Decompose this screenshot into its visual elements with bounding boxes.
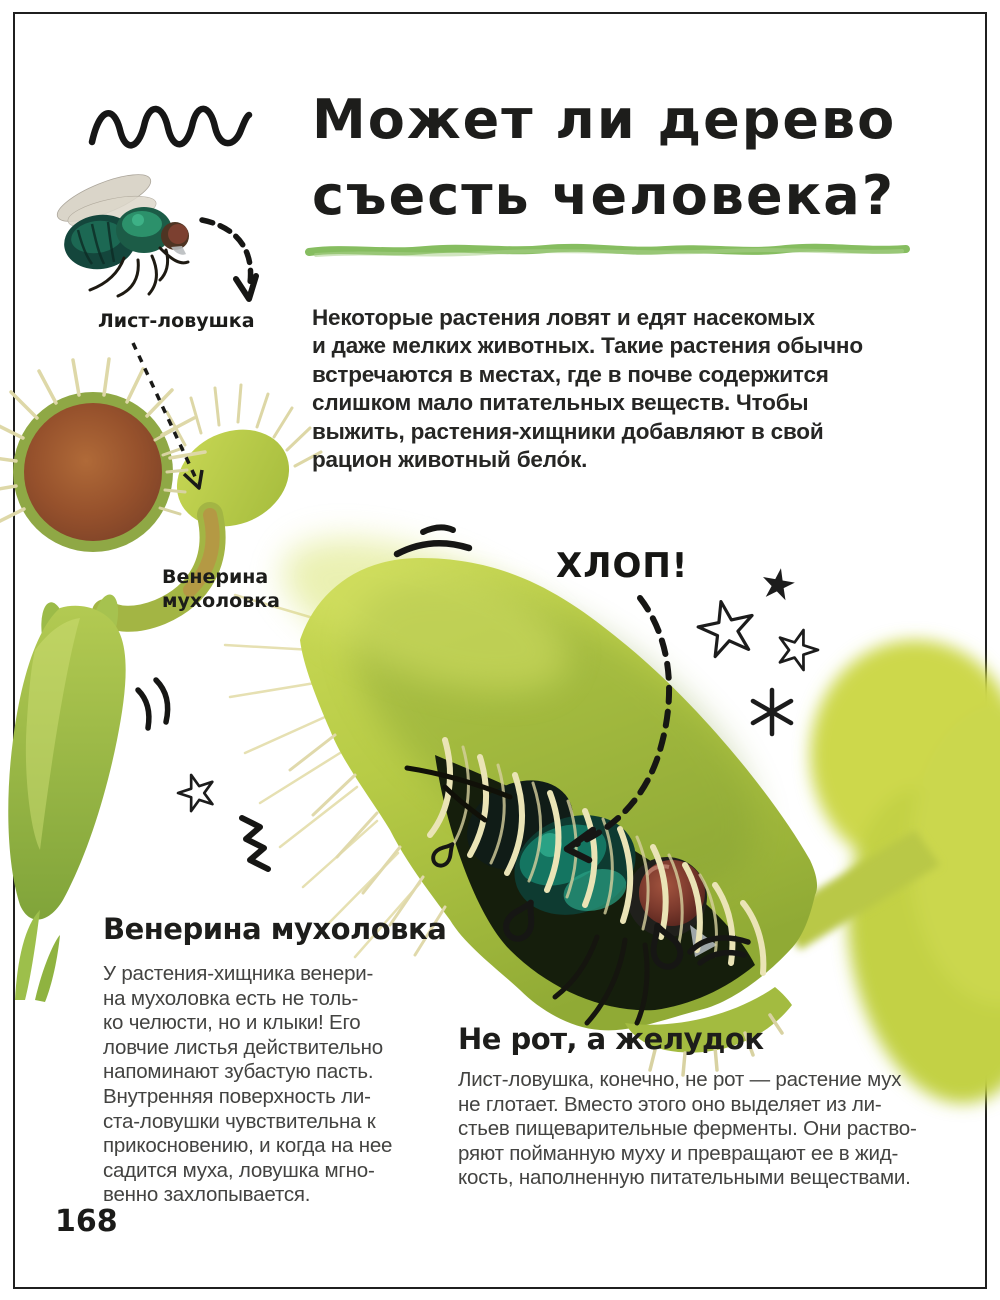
green-underline [306, 238, 910, 262]
motion-lines-doodle [132, 678, 182, 733]
stomach-section-paragraph [458, 1068, 948, 1191]
outline-star-large [694, 596, 759, 659]
text-line: не глотает. Вместо этого оно выделяет из ли- [458, 1092, 882, 1116]
stomach-section-heading [458, 1022, 764, 1056]
page-number-text: 168 [55, 1204, 118, 1239]
stars-doodle-cluster [685, 555, 825, 740]
heading-text: Не рот, а желудок [458, 1022, 764, 1056]
filled-star [760, 565, 797, 601]
leaf-trap-label [98, 310, 255, 332]
text-line: напоминают зубастую пасть. [103, 1060, 374, 1084]
page-title [312, 82, 952, 234]
asterisk-star [753, 690, 791, 734]
text-line: слишком мало питательных веществ. Чтобы [312, 390, 809, 416]
text-line: и даже мелких животных. Такие растения обычно [312, 333, 863, 359]
squiggle-doodle [88, 100, 253, 162]
text-line: венно захлопывается. [103, 1183, 311, 1207]
text-line: Некоторые растения ловят и едят насекомых [312, 305, 815, 330]
snap-sound-label [556, 546, 688, 586]
zigzag-doodle [238, 812, 288, 872]
sweat-drop-doodle [425, 835, 461, 875]
motion-lines-doodle [688, 928, 753, 966]
text-line: ста-ловушки чувствительна к [103, 1109, 376, 1133]
text-line: кость, наполненную питательными веществами. [458, 1166, 911, 1190]
label-pointer-line [128, 338, 213, 498]
page-title-line1: Может ли дерево [312, 88, 897, 151]
sweat-drop-doodle [502, 898, 540, 944]
page-title-line2: съесть человека? [312, 164, 896, 227]
flytrap-section-heading [103, 912, 446, 946]
text-line: ловчие листья действительно [103, 1035, 383, 1059]
flytrap-photo-label [162, 565, 280, 613]
snap-dashed-arrow [545, 592, 685, 862]
outline-star-small [773, 624, 823, 672]
fly-eye [168, 224, 188, 244]
motion-lines-doodle [393, 522, 473, 567]
flytrap-section-paragraph [103, 962, 423, 1208]
text-line: садится муха, ловушка мгно- [103, 1158, 375, 1182]
text-line: Лист-ловушка, конечно, не рот — растение мух [458, 1068, 902, 1091]
text-line: на мухоловка есть не толь- [103, 986, 359, 1010]
text-line: рацион животный бело́к. [312, 447, 588, 473]
page-number [55, 1204, 118, 1239]
text-line: Внутренняя поверхность ли- [103, 1084, 371, 1108]
text-line: стьев пищеварительные ферменты. Они раство- [458, 1117, 917, 1141]
text-line: ко челюсти, но и клыки! Его [103, 1011, 361, 1035]
fly-dashed-arrow [192, 215, 267, 315]
snap-text: ХЛОП! [556, 546, 689, 586]
text-line: ряют пойманную муху и превращают ее в жид- [458, 1141, 899, 1165]
flytrap-label-line1: Венерина [162, 566, 269, 588]
flytrap-label-line2: мухоловка [162, 590, 280, 612]
text-line: У растения-хищника венери- [103, 962, 374, 985]
intro-paragraph [312, 304, 932, 474]
text-line: выжить, растения-хищники добавляют в свой [312, 418, 824, 444]
outline-star-left [175, 772, 220, 817]
text-line: прикосновению, и когда на нее [103, 1134, 393, 1158]
leaf-trap-label-text: Лист-ловушка [98, 310, 255, 332]
fly-photo [52, 162, 207, 307]
sweat-drop-doodle [645, 922, 685, 972]
heading-text: Венерина мухоловка [103, 912, 447, 946]
text-line: встречаются в местах, где в почве содержится [312, 361, 829, 387]
